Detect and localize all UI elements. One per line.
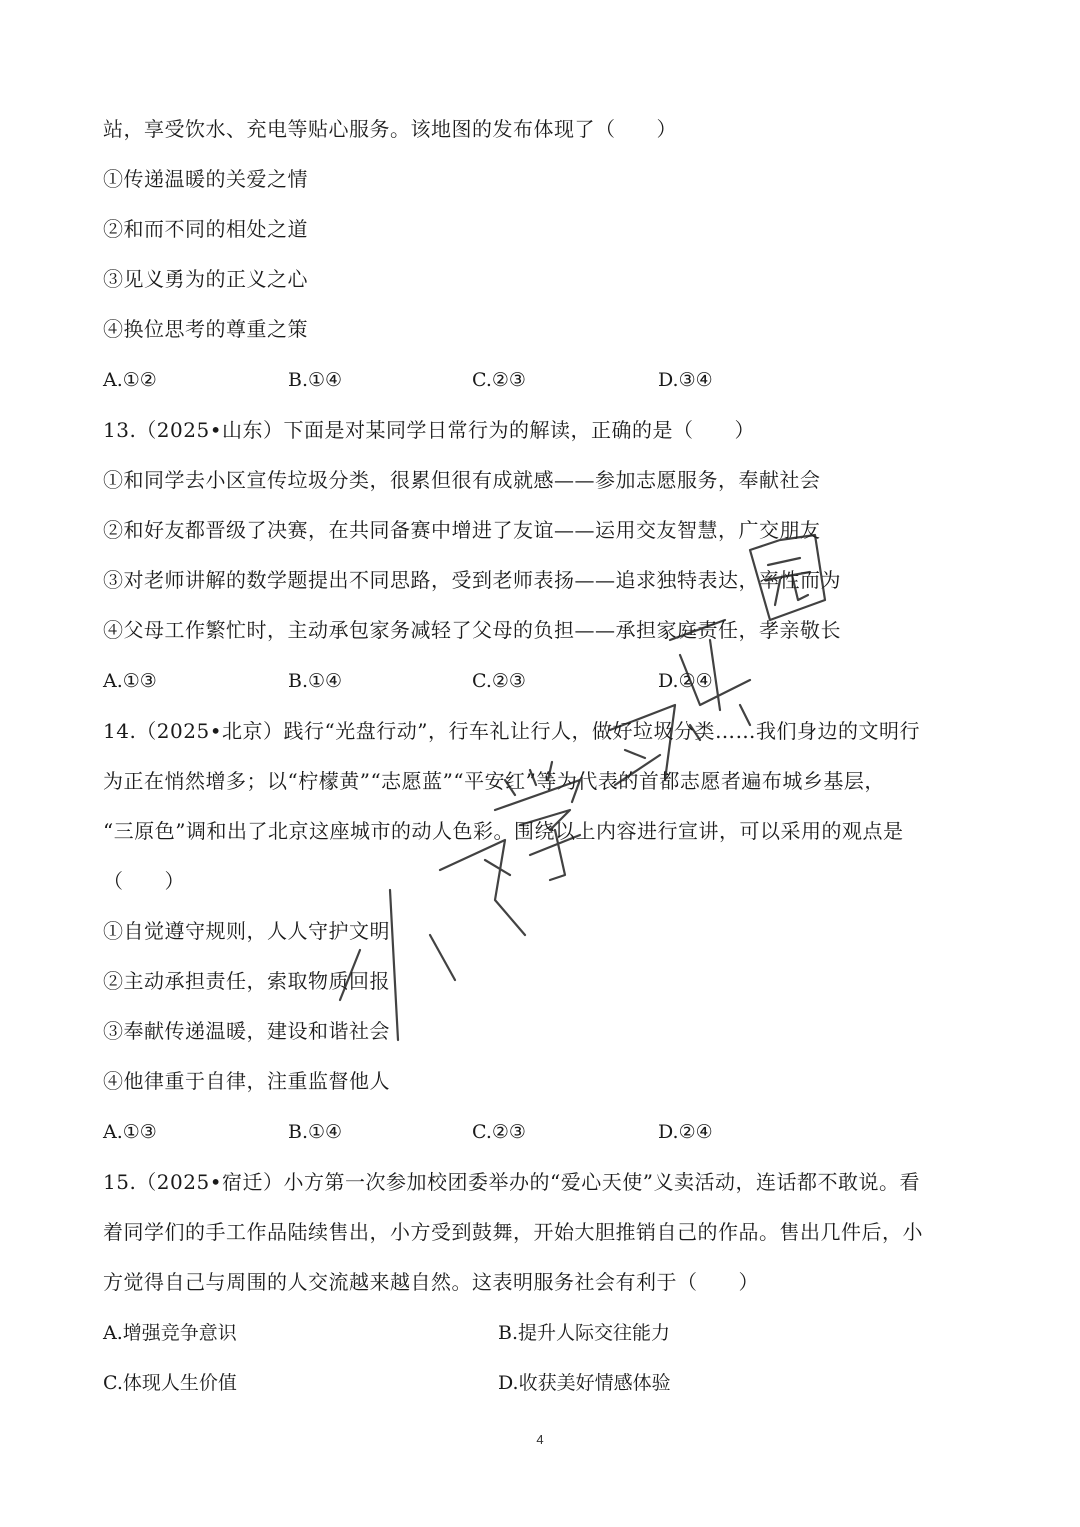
q14-stem-line-2: 为正在悄然增多；以“柠檬黄”“志愿蓝”“平安红”等为代表的首都志愿者遍布城乡基层， <box>103 769 885 793</box>
q14-item-3: ③奉献传递温暖，建设和谐社会 <box>103 1019 390 1043</box>
q15-option-b: B.提升人际交往能力 <box>498 1322 671 1344</box>
q13-item-3: ③对老师讲解的数学题提出不同思路，受到老师表扬——追求独特表达，率性而为 <box>103 568 841 592</box>
q15-stem-line-3: 方觉得自己与周围的人交流越来越自然。这表明服务社会有利于（ ） <box>103 1270 759 1294</box>
q13-item-2: ②和好友都晋级了决赛，在共同备赛中增进了友谊——运用交友智慧，广交朋友 <box>103 518 821 542</box>
q13-option-b: B.①④ <box>288 670 343 692</box>
q14-option-a: A.①③ <box>103 1121 157 1143</box>
q15-option-c: C.体现人生价值 <box>103 1372 237 1394</box>
page-number: 4 <box>536 1432 544 1447</box>
q12-item-4: ④换位思考的尊重之策 <box>103 317 308 341</box>
q15-option-d: D.收获美好情感体验 <box>498 1372 671 1394</box>
q14-option-b: B.①④ <box>288 1121 343 1143</box>
q13-item-4: ④父母工作繁忙时，主动承包家务减轻了父母的负担——承担家庭责任，孝亲敬长 <box>103 618 841 642</box>
q13-item-1: ①和同学去小区宣传垃圾分类，很累但很有成就感——参加志愿服务，奉献社会 <box>103 468 821 492</box>
q13-option-a: A.①③ <box>103 670 157 692</box>
q14-stem-line-4: （ ） <box>103 869 185 893</box>
q15-stem-line-1: 15.（2025•宿迁）小方第一次参加校团委举办的“爱心天使”义卖活动，连话都不敢说。看 <box>103 1170 920 1194</box>
q14-stem-line-3: “三原色”调和出了北京这座城市的动人色彩。围绕以上内容进行宣讲，可以采用的观点是 <box>103 819 904 843</box>
q13-stem: 13.（2025•山东）下面是对某同学日常行为的解读，正确的是（ ） <box>103 418 756 442</box>
q14-item-1: ①自觉遵守规则，人人守护文明 <box>103 919 390 943</box>
q13-option-d: D.②④ <box>658 670 713 692</box>
q14-stem-line-1: 14.（2025•北京）践行“光盘行动”，行车礼让行人，做好垃圾分类……我们身边的文明行 <box>103 719 920 743</box>
q12-option-a: A.①② <box>103 369 157 391</box>
q12-stem-tail: 站，享受饮水、充电等贴心服务。该地图的发布体现了（ ） <box>103 117 677 141</box>
q12-item-1: ①传递温暖的关爱之情 <box>103 167 308 191</box>
q14-item-2: ②主动承担责任，索取物质回报 <box>103 969 390 993</box>
q12-item-3: ③见义勇为的正义之心 <box>103 267 308 291</box>
q15-option-a: A.增强竞争意识 <box>103 1322 237 1344</box>
q14-option-c: C.②③ <box>472 1121 526 1143</box>
q12-item-2: ②和而不同的相处之道 <box>103 217 308 241</box>
q13-option-c: C.②③ <box>472 670 526 692</box>
q12-option-b: B.①④ <box>288 369 343 391</box>
q14-item-4: ④他律重于自律，注重监督他人 <box>103 1069 390 1093</box>
q12-option-d: D.③④ <box>658 369 713 391</box>
q14-option-d: D.②④ <box>658 1121 713 1143</box>
q15-stem-line-2: 着同学们的手工作品陆续售出，小方受到鼓舞，开始大胆推销自己的作品。售出几件后，小 <box>103 1220 923 1244</box>
q12-option-c: C.②③ <box>472 369 526 391</box>
